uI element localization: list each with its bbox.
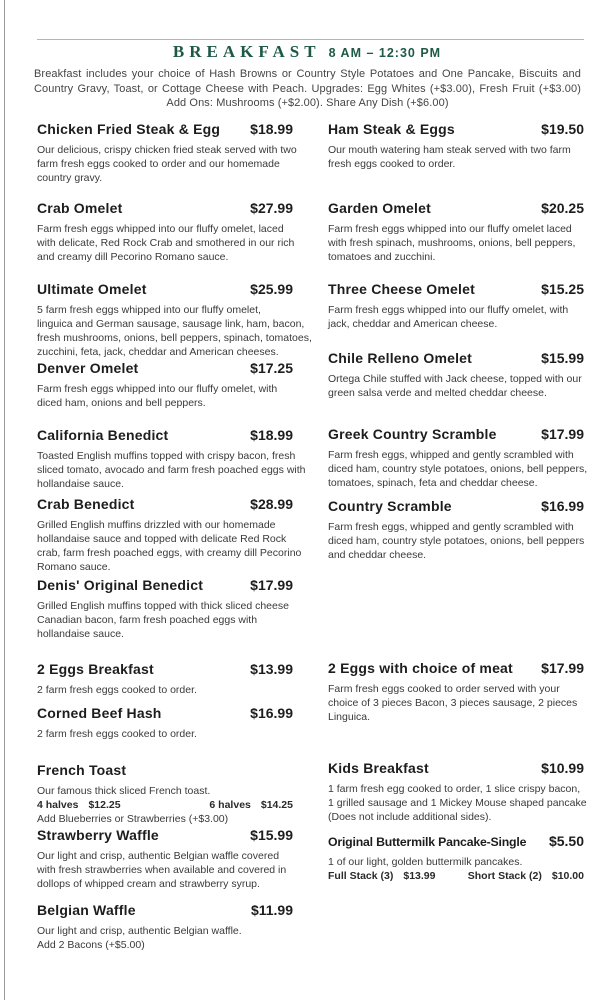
menu-item-description-line: 1 farm fresh egg cooked to order, 1 slice crispy bacon, [328,783,581,795]
menu-item-price: $5.50 [548,833,584,849]
menu-item-header [328,425,584,443]
menu-item-header [37,426,293,444]
menu-item-description-line: 2 farm fresh eggs cooked to order. [37,684,197,696]
menu-item-description-line: tomatoes, spinach, feta and cheddar cheese. [328,477,538,489]
menu-item-description [37,599,293,641]
menu-item-name: Garden Omelet [328,200,431,216]
menu-item-description [37,849,293,891]
menu-item [328,497,584,562]
menu-item-description-line: 5 farm fresh eggs whipped into our fluffy omelet, [37,304,261,316]
menu-item [328,425,588,490]
size-option-price: $10.00 [551,870,584,882]
size-option [209,798,293,812]
menu-item-description [37,222,293,264]
size-option [468,869,584,883]
menu-item [37,901,293,952]
menu-item-description-line: tomatoes and zucchini. [328,251,436,263]
menu-item-description-line: Our light and crisp, authentic Belgian waffle covered [37,850,280,862]
menu-item-description-line: farm fresh eggs cooked to order and our homemade [37,158,280,170]
menu-item-description-line: Our light and crisp, authentic Belgian waffle. [37,925,242,937]
menu-item-size-options [328,869,584,883]
menu-item-description [328,855,584,869]
menu-item-header [328,759,584,777]
menu-item-addon: Add 2 Bacons (+$5.00) [37,939,145,951]
menu-item [37,120,297,185]
menu-item-description-line: Our delicious, crispy chicken fried steak served with two [37,144,297,156]
menu-item-name: Ultimate Omelet [37,281,147,297]
size-option-label: 6 halves [209,799,251,811]
left-edge-line [4,0,5,1000]
menu-item-name: Chicken Fried Steak & Egg [37,121,221,137]
menu-item-name: Crab Benedict [37,496,135,512]
menu-item-description-line: linguica and German sausage, sausage link, ham, bacon, [37,318,305,330]
menu-item-header [328,120,584,138]
menu-item-description-line: with fresh strawberries when available and covered in [37,864,287,876]
menu-item-name: Greek Country Scramble [328,426,497,442]
menu-item-description-line: sliced tomato, avocado and farm fresh poached eggs with [37,464,306,476]
menu-item-description-line: Our mouth watering ham steak served with two farm [328,144,571,156]
menu-item-header [37,660,293,678]
menu-item-price: $18.99 [250,121,293,137]
menu-item-name: Country Scramble [328,498,452,514]
menu-item-price: $17.99 [541,426,584,442]
menu-item-name: Three Cheese Omelet [328,281,475,297]
menu-item-name: Original Buttermilk Pancake-Single [328,835,527,849]
size-option-price: $14.25 [260,799,293,811]
menu-item-description-line: with fresh spinach, mushrooms, onions, bell peppers, [328,237,576,249]
menu-item-description-line: Grilled English muffins topped with thick sliced cheese [37,600,289,612]
menu-item [328,659,584,724]
menu-item-description [328,222,584,264]
menu-item-header [328,659,584,677]
menu-item-price: $17.99 [541,660,584,676]
menu-item-name: Crab Omelet [37,200,123,216]
menu-item-price: $19.50 [541,121,584,137]
menu-item-header [37,120,293,138]
menu-item-price: $10.99 [541,760,584,776]
menu-item [37,199,293,264]
menu-item-description [328,372,584,400]
menu-item [37,280,312,359]
menu-item-description [328,782,587,824]
menu-item-name: Chile Relleno Omelet [328,350,473,366]
menu-item-name: Kids Breakfast [328,760,429,776]
menu-item-description [37,382,293,410]
menu-item-description-line: choice of 3 pieces Bacon, 3 pieces sausage, 2 pieces [328,697,578,709]
menu-item [328,120,584,171]
menu-item-description-line: diced ham, country style potatoes, onions, bell peppers, [328,463,588,475]
menu-item-header [37,576,293,594]
menu-item-header [37,901,293,919]
menu-item-description-line: Farm fresh eggs whipped into our fluffy omelet laced [328,223,572,235]
menu-item-price: $15.99 [250,827,293,843]
size-option-label: 4 halves [37,799,79,811]
menu-item-header [328,832,584,850]
menu-item-price: $20.25 [541,200,584,216]
menu-item-header [328,280,584,298]
menu-item-name: California Benedict [37,427,169,443]
menu-item-description-line: Farm fresh eggs whipped into our fluffy omelet, with [328,304,569,316]
menu-item-name: Denver Omelet [37,360,139,376]
menu-item-description-line: hollandaise sauce and topped with delicate Red Rock [37,533,287,545]
menu-item-addon: Add Blueberries or Strawberries (+$3.00) [37,813,229,825]
menu-item-description-line: Romano sauce. [37,561,111,573]
menu-item-description [37,924,293,938]
menu-item-name: Belgian Waffle [37,902,136,918]
menu-item-description-line: Toasted English muffins topped with crispy bacon, fresh [37,450,296,462]
menu-item-description [328,520,584,562]
menu-item-description-line: and creamy dill Pecorino Romano sauce. [37,251,229,263]
menu-item-description [37,518,302,574]
menu-item [328,832,584,883]
menu-item-price: $11.99 [250,902,293,918]
menu-item [37,576,293,641]
menu-item-description-line: Farm fresh eggs cooked to order served with your [328,683,560,695]
menu-item-description-line: hollandaise sauce. [37,478,124,490]
menu-item-description-line: 1 of our light, golden buttermilk pancakes. [328,856,523,868]
size-option [328,869,435,883]
menu-item-price: $15.99 [541,350,584,366]
menu-item-price: $27.99 [250,200,293,216]
size-option-label: Full Stack (3) [328,870,394,882]
menu-item-description-line: dollops of whipped cream and strawberry syrup. [37,878,260,890]
menu-item-description-line: Farm fresh eggs, whipped and gently scrambled with [328,449,574,461]
menu-item-description [37,449,306,491]
menu-item-description [37,143,297,185]
menu-item [328,280,584,331]
menu-item-description-line: Canadian bacon, farm fresh poached eggs with [37,614,258,626]
section-title: BREAKFAST [172,42,321,61]
menu-item-header [37,761,293,779]
menu-item-description-line: Farm fresh eggs, whipped and gently scrambled with [328,521,574,533]
menu-item-description-line: fresh eggs cooked to order. [328,158,456,170]
size-option-label: Short Stack (2) [467,870,542,882]
menu-item [37,426,306,491]
menu-item-size-options [37,798,293,812]
menu-item-description-line: diced ham, onions and bell peppers. [37,397,206,409]
menu-item-price: $13.99 [250,661,293,677]
menu-item-description [37,303,312,359]
menu-item [37,826,293,891]
menu-item-header [37,704,293,722]
menu-item [37,660,293,697]
menu-item-description [37,683,293,697]
menu-item-description-line: 2 farm fresh eggs cooked to order. [37,728,197,740]
menu-item-name: French Toast [37,762,127,778]
menu-item [328,759,587,824]
menu-item-description [328,303,584,331]
menu-item-price: $25.99 [250,281,293,297]
menu-item-description-line: Farm fresh eggs whipped into our fluffy omelet, laced [37,223,284,235]
menu-item-description-line: diced ham, country style potatoes, onions, bell peppers [328,535,585,547]
menu-item-description-line: crab, farm fresh poached eggs, with creamy dill Pecorino [37,547,302,559]
menu-item-description-line: (Does not include additional sides). [328,811,492,823]
menu-item-name: Strawberry Waffle [37,827,159,843]
menu-item-header [328,199,584,217]
menu-item-price: $28.99 [250,496,293,512]
menu-item-description-line: and cheddar cheese. [328,549,427,561]
menu-item-price: $15.25 [541,281,584,297]
menu-item-description [328,448,588,490]
size-option-price: $12.25 [88,799,121,811]
menu-item-header [328,497,584,515]
menu-item [37,761,293,826]
menu-item-description [37,784,293,798]
menu-item-description-line: Ortega Chile stuffed with Jack cheese, topped with our [328,373,582,385]
menu-item-name: Denis' Original Benedict [37,577,204,593]
menu-item-description-line: Our famous thick sliced French toast. [37,785,211,797]
menu-item-name: 2 Eggs with choice of meat [328,660,513,676]
menu-item-header [37,359,293,377]
menu-item-header [37,280,293,298]
menu-item-price: $18.99 [250,427,293,443]
menu-item-description [328,682,584,724]
menu-item-description-line: jack, cheddar and American cheese. [328,318,498,330]
menu-item-description-line: 1 grilled sausage and 1 Mickey Mouse shaped pancake [328,797,587,809]
menu-item-description-line: zucchini, feta, jack, cheddar and American cheeses. [37,346,279,358]
menu-item-price: $16.99 [541,498,584,514]
menu-item-description [328,143,584,171]
menu-item-description [37,727,293,741]
menu-item-price: $16.99 [250,705,293,721]
menu-item-price: $17.99 [250,577,293,593]
menu-item-description-line: Farm fresh eggs whipped into our fluffy omelet, with [37,383,278,395]
menu-item [328,199,584,264]
menu-item-description-line: Linguica. [328,711,371,723]
size-option [37,798,121,812]
menu-item-description-line: green salsa verde and melted cheddar cheese. [328,387,547,399]
menu-item-description-line: country gravy. [37,172,103,184]
menu-item-price: $17.25 [250,360,293,376]
menu-item [328,349,584,400]
menu-item-name: Corned Beef Hash [37,705,162,721]
menu-item-header [37,199,293,217]
menu-item-description-line: fresh mushrooms, onions, bell peppers, spinach, tomatoes, [37,332,312,344]
menu-item-header [328,349,584,367]
menu-intro: Breakfast includes your choice of Hash Browns or Country Style Potatoes and One Pancake, Biscuits and Country Gravy, Toast, or Cottage Cheese with Peach. Upgrades: Egg Whites (+$3.00), Fresh Fruit (+$3.00) Add Ons: Mushrooms (+$2.00). Share Any Dish (+$6.00) [34,68,581,109]
size-option-price: $13.99 [403,870,436,882]
menu-item-header [37,826,293,844]
menu-item [37,359,293,410]
menu-item-name: 2 Eggs Breakfast [37,661,154,677]
menu-item-header [37,495,293,513]
menu-item-description-line: hollandaise sauce. [37,628,124,640]
menu-item [37,704,293,741]
menu-item-name: Ham Steak & Eggs [328,121,455,137]
menu-item-description-line: Grilled English muffins drizzled with our homemade [37,519,276,531]
menu-item [37,495,302,574]
menu-column-right [328,0,588,1000]
menu-item-description-line: with delicate, Red Rock Crab and smothered in our rich [37,237,295,249]
section-hours: 8 AM – 12:30 PM [328,46,442,60]
